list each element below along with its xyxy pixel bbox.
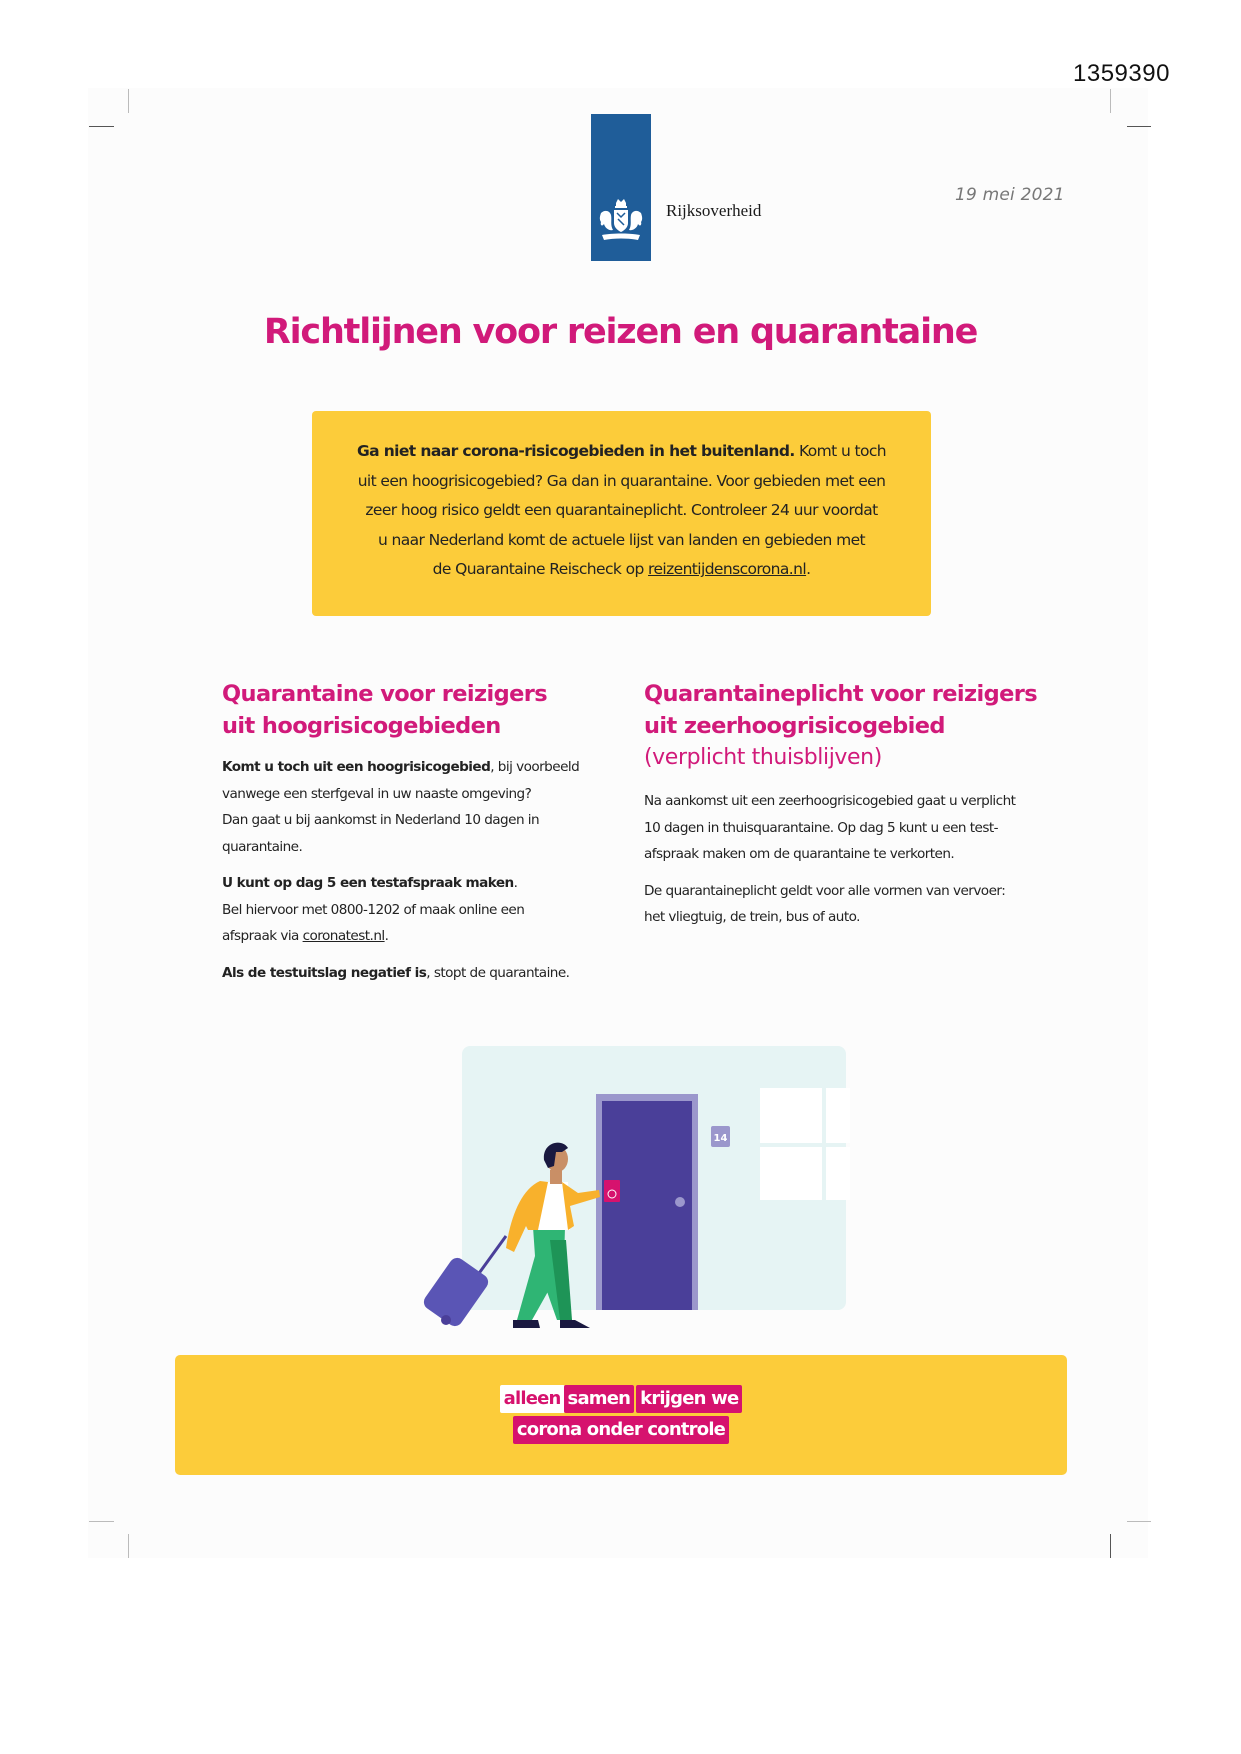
paragraph: De quarantaineplicht geldt voor alle vormen van vervoer: het vliegtuig, de trein, bus of auto. [644, 882, 1006, 925]
high-risk-section [222, 678, 602, 986]
coronatest-link[interactable]: coronatest.nl [302, 928, 385, 944]
crop-mark [89, 1521, 114, 1522]
travel-advisory-notice [312, 411, 931, 616]
reischeck-link[interactable]: reizentijdenscorona.nl [648, 560, 807, 579]
notice-line: de Quarantaine Reischeck op reizentijdenscorona.nl. [432, 560, 811, 579]
crop-mark [1127, 126, 1151, 127]
paragraph: Komt u toch uit een hoogrisicogebied, bij voorbeeld vanwege een sterfgeval in uw naaste omgeving? Dan gaat u bij aankomst in Nederland 10 dagen in quarantaine. [222, 759, 580, 855]
very-high-risk-section [644, 678, 1044, 931]
crop-mark [128, 89, 129, 113]
crop-mark [1110, 1534, 1111, 1558]
slogan-banner [175, 1355, 1067, 1475]
crop-mark [128, 1534, 129, 1558]
notice-line: uit een hoogrisicogebied? Ga dan in quarantaine. Voor gebieden met een [357, 471, 886, 490]
section-heading: Quarantaineplicht voor reizigers uit zeerhoogrisicogebied [644, 681, 1038, 739]
document-id: 1359390 [1073, 60, 1170, 87]
notice-line: Ga niet naar corona-risicogebieden in het buitenland. Komt u toch [356, 442, 887, 460]
page-title: Richtlijnen voor reizen en quarantaine [263, 312, 978, 352]
traveler-illustration [410, 1030, 850, 1330]
notice-line: u naar Nederland komt de actuele lijst van landen en gebieden met [377, 530, 866, 549]
publication-date: 19 mei 2021 [955, 185, 1065, 205]
crop-mark [89, 126, 114, 127]
crop-mark [1127, 1521, 1151, 1522]
campaign-slogan: alleen samen krijgen we corona onder controle [175, 1385, 1067, 1447]
section-heading: Quarantaine voor reizigers uit hoogrisicogebieden [222, 681, 548, 739]
notice-line: zeer hoog risico geldt een quarantaineplicht. Controleer 24 uur voordat [365, 501, 878, 520]
notice-bold-lead: Ga niet naar corona-risicogebieden in het buitenland. [356, 442, 795, 460]
crop-mark [1110, 89, 1111, 113]
section-subheading: (verplicht thuisblijven) [644, 745, 882, 770]
svg-text:14: 14 [713, 1133, 728, 1144]
rijksoverheid-logo [591, 114, 651, 261]
paragraph: Als de testuitslag negatief is, stopt de quarantaine. [222, 964, 570, 981]
coat-of-arms-icon [598, 197, 644, 249]
logo-wordmark: Rijksoverheid [666, 201, 762, 220]
paragraph: U kunt op dag 5 een testafspraak maken. Bel hiervoor met 0800-1202 of maak online een afspraak via coronatest.nl. [222, 875, 525, 944]
paragraph: Na aankomst uit een zeerhoogrisicogebied gaat u verplicht 10 dagen in thuisquarantaine. Op dag 5 kunt u een test- afspraak maken om de quarantaine te verkorten. [644, 793, 1016, 862]
